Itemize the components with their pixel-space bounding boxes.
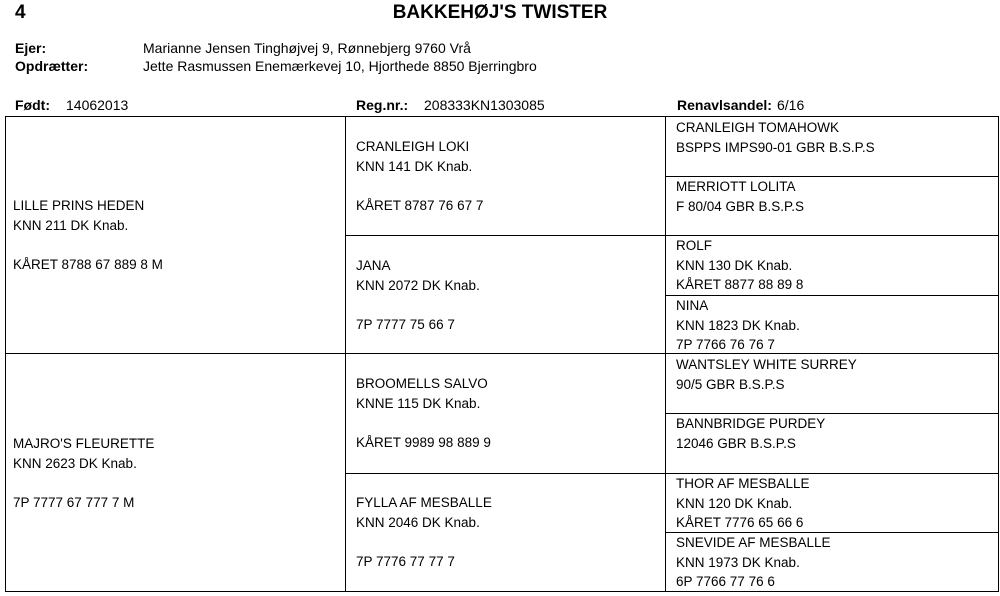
horse-name: WANTSLEY WHITE SURREY: [676, 357, 857, 372]
sire-cell: [13, 196, 163, 274]
horse-reg: 90/5 GBR B.S.P.S: [676, 376, 785, 392]
ssd-cell: [676, 177, 804, 216]
born-value: 14062013: [66, 97, 129, 113]
horse-reg: F 80/04 GBR B.S.P.S: [676, 198, 805, 214]
horse-name: JANA: [356, 258, 391, 273]
horse-score: 7P 7766 76 76 7: [676, 337, 775, 353]
horse-score: 7P 7777 67 777 7 M: [13, 494, 135, 510]
horse-score: 7P 7777 75 66 7: [356, 316, 455, 332]
horse-reg: KNN 141 DK Knab.: [356, 158, 473, 174]
horse-reg: KNN 211 DK Knab.: [13, 217, 129, 233]
horse-name-title: BAKKEHØJ'S TWISTER: [392, 2, 608, 23]
horse-name: SNEVIDE AF MESBALLE: [676, 535, 831, 550]
horse-score: KÅRET 9989 98 889 9: [356, 434, 491, 450]
sire-sire-cell: [356, 137, 483, 215]
horse-name: FYLLA AF MESBALLE: [356, 495, 492, 510]
purity-label: Renavlsandel:: [677, 97, 772, 113]
horse-reg: KNN 2072 DK Knab.: [356, 277, 480, 293]
horse-name: CRANLEIGH LOKI: [356, 139, 470, 154]
reg-value: 208333KN1303085: [424, 97, 545, 113]
dam-sire-cell: [356, 374, 491, 452]
horse-name: ROLF: [676, 238, 713, 253]
horse-score: KÅRET 7776 65 66 6: [676, 515, 804, 531]
horse-reg: BSPPS IMPS90-01 GBR B.S.P.S: [676, 139, 875, 155]
horse-reg: KNN 2623 DK Knab.: [13, 455, 137, 471]
dsd-cell: [676, 414, 825, 453]
horse-name: MERRIOTT LOLITA: [676, 179, 796, 194]
sire-dam-cell: [356, 256, 480, 334]
horse-name: THOR AF MESBALLE: [676, 476, 810, 491]
reg-label: Reg.nr.:: [356, 97, 409, 113]
column-divider: [345, 116, 346, 592]
horse-reg: 12046 GBR B.S.P.S: [676, 435, 796, 451]
sdd-cell: [676, 296, 800, 355]
horse-score: 7P 7776 77 77 7: [356, 553, 455, 569]
dam-dam-cell: [356, 493, 492, 571]
horse-score: KÅRET 8787 76 67 7: [356, 197, 484, 213]
breeder-label: Opdrætter:: [15, 58, 89, 74]
horse-score: KÅRET 8877 88 89 8: [676, 277, 804, 293]
ddd-cell: [676, 533, 831, 592]
horse-name: MAJRO'S FLEURETTE: [13, 436, 155, 451]
horse-name: BANNBRIDGE PURDEY: [676, 416, 826, 431]
born-label: Født:: [15, 97, 50, 113]
column-divider: [665, 116, 666, 592]
horse-name: NINA: [676, 298, 709, 313]
dds-cell: [676, 474, 810, 533]
horse-reg: KNN 2046 DK Knab.: [356, 514, 480, 530]
purity-value: 6/16: [777, 97, 805, 113]
horse-reg: KNN 1973 DK Knab.: [676, 554, 800, 570]
horse-name: CRANLEIGH TOMAHOWK: [676, 120, 840, 135]
horse-reg: KNN 130 DK Knab.: [676, 257, 793, 273]
horse-name: BROOMELLS SALVO: [356, 376, 488, 391]
dss-cell: [676, 355, 857, 394]
horse-score: KÅRET 8788 67 889 8 M: [13, 256, 163, 272]
row-divider: [345, 235, 999, 236]
horse-score: 6P 7766 77 76 6: [676, 574, 775, 590]
dam-cell: [13, 434, 154, 512]
horse-reg: KNN 120 DK Knab.: [676, 495, 793, 511]
pedigree-table: [5, 116, 999, 592]
horse-reg: KNN 1823 DK Knab.: [676, 317, 800, 333]
row-divider: [345, 473, 999, 474]
row-divider: [5, 353, 999, 354]
owner-value: Marianne Jensen Tinghøjvej 9, Rønnebjerg 9760 Vrå: [143, 40, 471, 56]
sds-cell: [676, 236, 803, 295]
catalog-number: 4: [15, 2, 26, 23]
horse-name: LILLE PRINS HEDEN: [13, 198, 145, 213]
sss-cell: [676, 118, 875, 157]
horse-reg: KNNE 115 DK Knab.: [356, 395, 481, 411]
breeder-value: Jette Rasmussen Enemærkevej 10, Hjorthede 8850 Bjerringbro: [143, 58, 537, 74]
owner-label: Ejer:: [15, 40, 47, 56]
